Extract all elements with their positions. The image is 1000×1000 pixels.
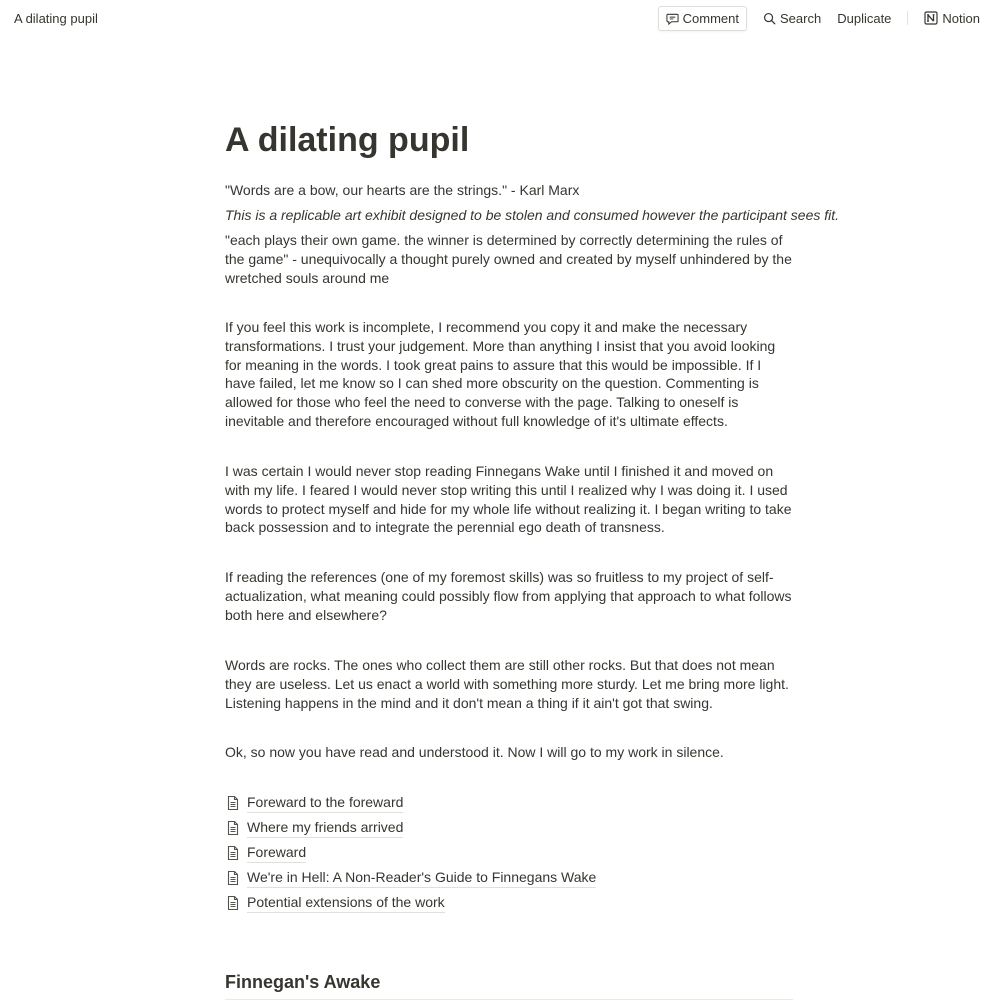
page-icon (225, 845, 241, 861)
duplicate-label: Duplicate (837, 10, 892, 26)
italic-note: This is a replicable art exhibit designed to be stolen and consumed however the participant sees fit. (225, 207, 840, 223)
duplicate-button[interactable] (831, 6, 897, 30)
notion-label: Notion (942, 10, 980, 26)
subpage-label: Potential extensions of the work (247, 893, 445, 913)
page-icon (225, 870, 241, 886)
comment-icon (666, 12, 679, 25)
subpage-link-4[interactable] (225, 867, 596, 889)
paragraph-5: Words are rocks. The ones who collect them are still other rocks. But that does not mean they are useless. Let us enact a world with something more sturdy. Let me bring more light. Listening happens in the mind and it don't mean a thing if it ain't got that swing. (225, 657, 789, 711)
comment-button[interactable] (658, 6, 747, 31)
paragraph-1: "each plays their own game. the winner is determined by correctly determining the rules of the game" - unequivocally a thought purely owned and created by myself unhindered by the wretched souls around me (225, 232, 792, 286)
section-heading: Finnegan's Awake (225, 970, 793, 1000)
comment-label: Comment (682, 10, 740, 26)
quote-text: "Words are a bow, our hearts are the strings." - Karl Marx (225, 182, 580, 198)
subpage-label: Foreward (247, 843, 306, 863)
page-icon (225, 820, 241, 836)
topbar-divider (907, 11, 908, 25)
paragraph-4: If reading the references (one of my foremost skills) was so fruitless to my project of self-actualization, what meaning could possibly flow from applying that approach to what follows both here and elsewhere? (225, 569, 792, 623)
top-bar (0, 0, 1000, 36)
notion-logo-icon (924, 11, 938, 25)
paragraph-6: Ok, so now you have read and understood it. Now I will go to my work in silence. (225, 744, 724, 760)
breadcrumb[interactable]: A dilating pupil (14, 10, 98, 26)
page-title: A dilating pupil (225, 121, 470, 159)
subpage-label: We're in Hell: A Non-Reader's Guide to Finnegans Wake (247, 868, 596, 888)
subpage-label: Foreward to the foreward (247, 793, 403, 813)
page-icon (225, 895, 241, 911)
paragraph-2: If you feel this work is incomplete, I recommend you copy it and make the necessary transformations. I trust your judgement. More than anything I insist that you avoid looking for meaning in the words. I took great pains to assure that this would be impossible. If I have failed, let me know so I can shed more obscurity on the question. Commenting is allowed for those who feel the need to converse with the page. Talking to oneself is inevitable and therefore encouraged without full knowledge of it's ultimate effects. (225, 319, 776, 429)
search-icon (763, 12, 776, 25)
subpage-link-5[interactable] (225, 892, 445, 914)
page-icon (225, 795, 241, 811)
search-button[interactable] (757, 6, 827, 30)
subpage-label: Where my friends arrived (247, 818, 403, 838)
search-label: Search (780, 10, 822, 26)
topbar-actions (658, 6, 986, 31)
subpage-link-3[interactable] (225, 842, 306, 864)
subpage-link-2[interactable] (225, 817, 403, 839)
notion-button[interactable] (918, 6, 986, 30)
subpage-link-1[interactable] (225, 792, 403, 814)
paragraph-3: I was certain I would never stop reading Finnegans Wake until I finished it and moved on with my life. I feared I would never stop writing this until I realized why I was doing it. I used words to protect myself and hide for my whole life without realizing it. I began writing to take back possession and to integrate the perennial ego death of transness. (225, 463, 792, 536)
